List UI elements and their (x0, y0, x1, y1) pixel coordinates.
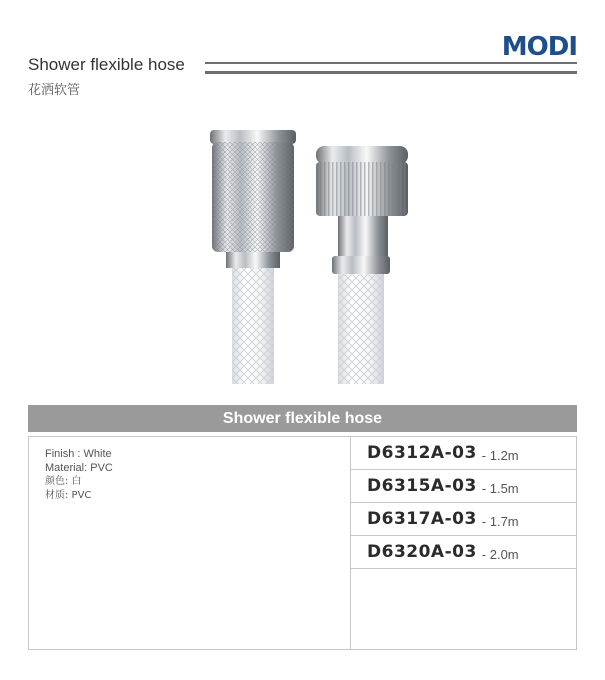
model-code: D6320A-03 (367, 542, 477, 562)
header-divider (205, 62, 577, 74)
section-title-bar: Shower flexible hose (28, 405, 577, 432)
spec-list (29, 437, 351, 649)
model-length: - 1.2m (481, 447, 519, 463)
model-length: - 1.5m (481, 480, 519, 496)
model-length: - 2.0m (481, 546, 519, 562)
product-photo (200, 122, 415, 384)
page-subtitle: 花洒软管 (28, 83, 81, 98)
spec-material: Material: PVC (45, 462, 113, 474)
spec-material-cn: 材质: PVC (45, 490, 92, 501)
model-row (351, 503, 576, 536)
model-code: D6317A-03 (367, 509, 477, 529)
spec-table (28, 436, 577, 650)
model-row (351, 536, 576, 569)
model-length: - 1.7m (481, 513, 519, 529)
left-hose-fitting (210, 130, 296, 268)
brand-logo: MODI (501, 32, 577, 62)
model-list (351, 437, 576, 569)
model-code: D6315A-03 (367, 476, 477, 496)
page-title: Shower flexible hose (28, 55, 185, 74)
model-code: D6312A-03 (367, 443, 477, 463)
model-row (351, 470, 576, 503)
spec-color-cn: 颜色: 白 (45, 476, 82, 487)
model-row (351, 437, 576, 470)
spec-finish: Finish : White (45, 448, 112, 460)
right-hose-fitting (316, 146, 408, 274)
